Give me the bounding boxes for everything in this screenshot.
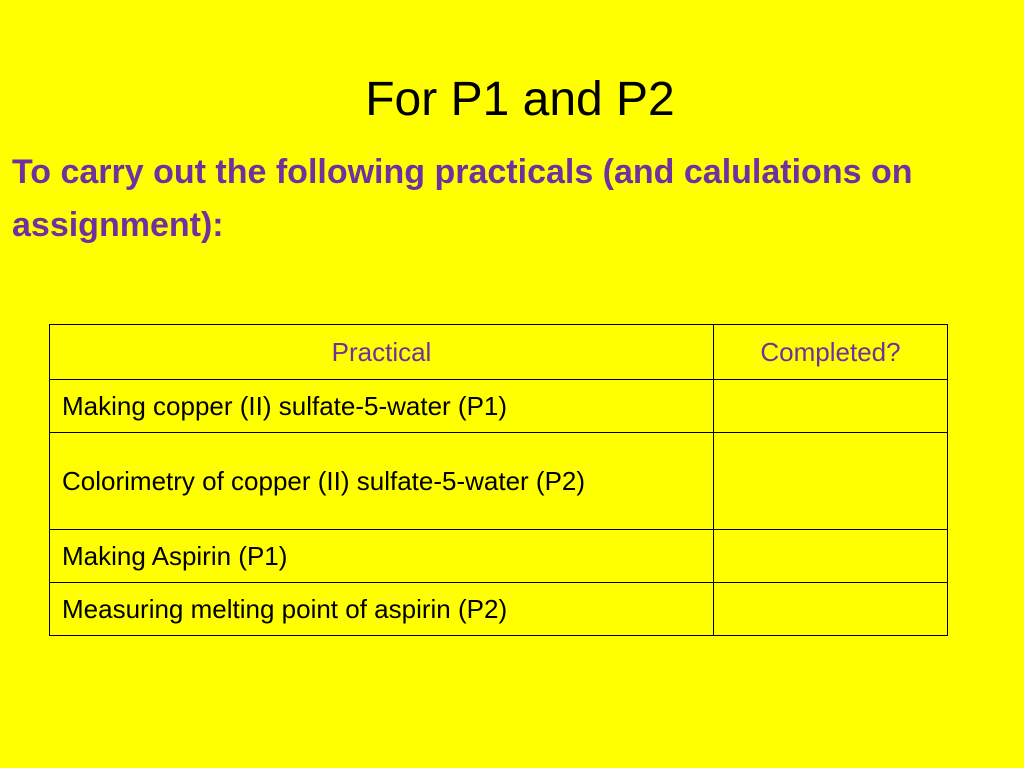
practical-cell: Making Aspirin (P1) bbox=[50, 530, 714, 583]
header-practical: Practical bbox=[50, 325, 714, 380]
completed-cell[interactable] bbox=[714, 380, 948, 433]
table-row bbox=[50, 433, 948, 530]
table-header-row bbox=[50, 325, 948, 380]
completed-cell[interactable] bbox=[714, 433, 948, 530]
practicals-table bbox=[49, 324, 948, 636]
practical-cell: Making copper (II) sulfate-5-water (P1) bbox=[50, 380, 714, 433]
slide-title: For P1 and P2 bbox=[365, 73, 675, 126]
practical-cell: Measuring melting point of aspirin (P2) bbox=[50, 583, 714, 636]
header-completed: Completed? bbox=[714, 325, 948, 380]
completed-cell[interactable] bbox=[714, 583, 948, 636]
slide-subtitle: To carry out the following practicals (and calulations on assignment): bbox=[12, 153, 913, 244]
practical-cell: Colorimetry of copper (II) sulfate-5-water (P2) bbox=[50, 433, 714, 530]
table-row bbox=[50, 583, 948, 636]
table-row bbox=[50, 530, 948, 583]
completed-cell[interactable] bbox=[714, 530, 948, 583]
table-row bbox=[50, 380, 948, 433]
